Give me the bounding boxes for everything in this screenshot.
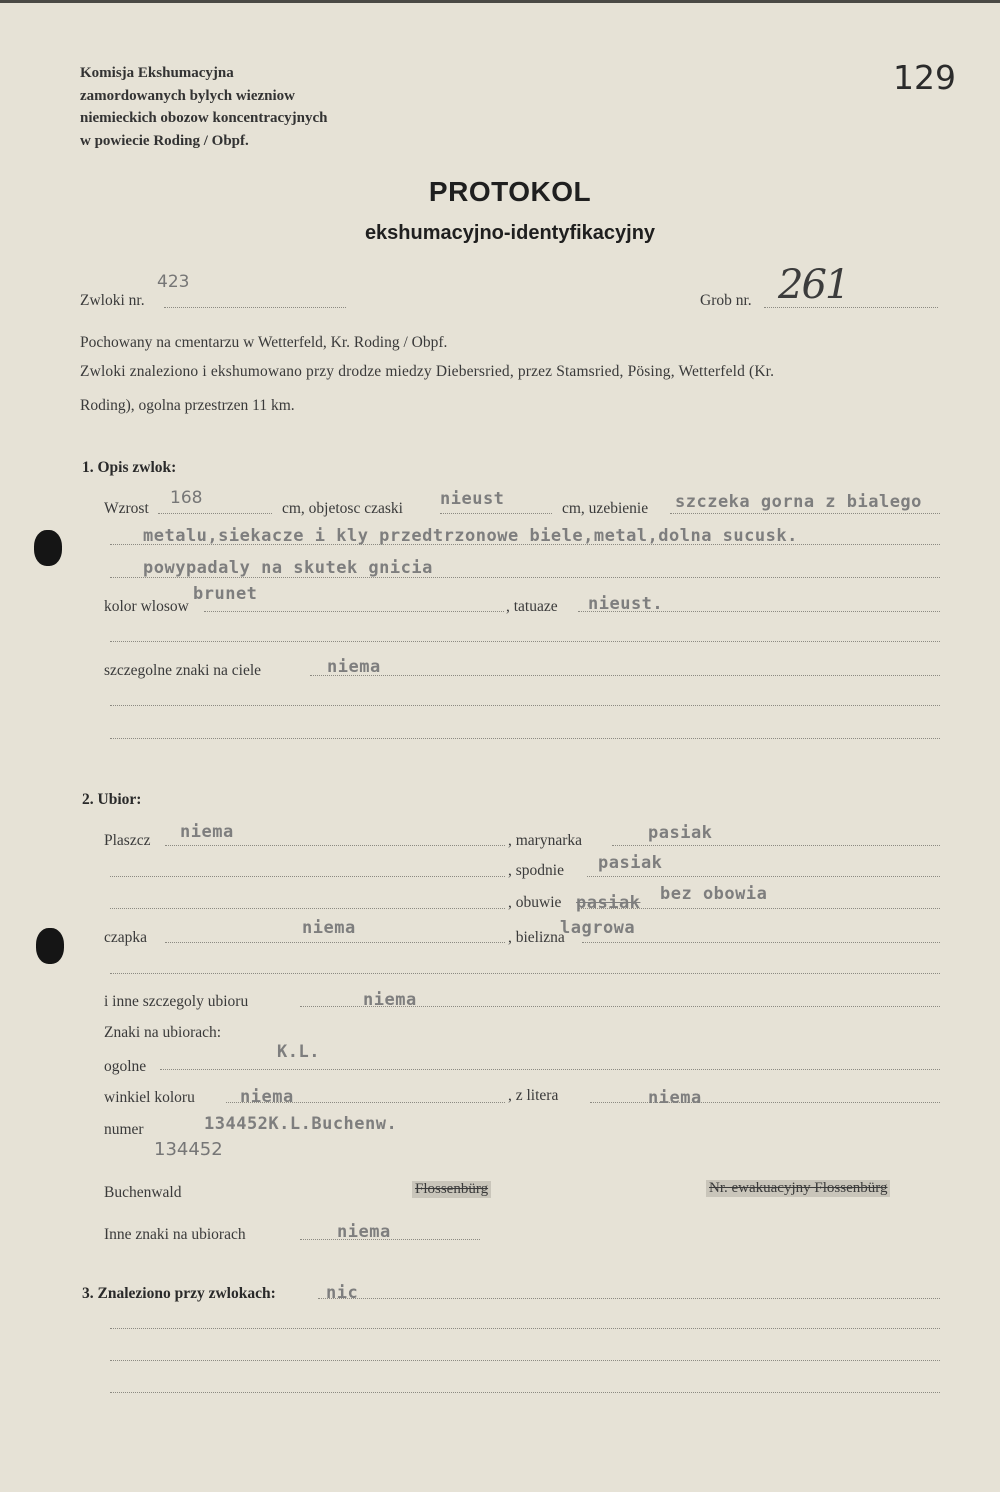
document-title: PROTOKOL	[428, 176, 592, 207]
section-3-heading: 3. Znaleziono przy zwlokach:	[82, 1285, 276, 1302]
numer-value: 134452K.L.Buchenw.	[204, 1114, 398, 1134]
kolor-wlosow-label: kolor wlosow	[104, 598, 189, 615]
uzebienie-value-2: metalu,siekacze i kly przedtrzonowe biele,metal,dolna sucusk.	[143, 526, 798, 546]
bielizna-label: , bielizna	[508, 929, 565, 946]
tatuaze-label: , tatuaze	[506, 598, 558, 615]
szczegolne-znaki-value: niema	[327, 657, 381, 677]
obuwie-label: , obuwie	[508, 894, 562, 911]
inne-znaki-value: niema	[337, 1222, 391, 1242]
cm-objetosc-label: cm, objetosc czaski	[282, 500, 403, 517]
winkiel-value: niema	[240, 1087, 294, 1107]
spodnie-value: pasiak	[598, 853, 663, 873]
header-line-4: w powiecie Roding / Obpf.	[80, 132, 249, 149]
intro-line-3: Roding), ogolna przestrzen 11 km.	[80, 397, 295, 414]
scan-edge	[0, 0, 1000, 3]
numer-label: numer	[104, 1121, 144, 1138]
numer-value-2: 134452	[154, 1139, 223, 1160]
zwloki-value: 423	[157, 272, 190, 292]
page-number: 129	[893, 58, 956, 97]
blank-line	[110, 1360, 940, 1361]
wzrost-value: 168	[170, 488, 203, 508]
flossenburg-label: Flossenbürg	[412, 1181, 491, 1198]
blank-line	[110, 641, 940, 642]
kolor-wlosow-value: brunet	[193, 584, 258, 604]
marynarka-label: , marynarka	[508, 832, 583, 849]
bielizna-value: lagrowa	[560, 918, 636, 938]
plaszcz-line	[165, 845, 505, 846]
obuwie-value: pasiak	[576, 893, 641, 913]
punch-hole	[34, 530, 62, 566]
z-litera-line	[590, 1102, 940, 1103]
inne-szczegoly-label: i inne szczegoly ubioru	[104, 993, 249, 1010]
blank-line	[110, 738, 940, 739]
section-3-line	[318, 1298, 940, 1299]
punch-hole	[36, 928, 64, 964]
document-subtitle: ekshumacyjno-identyfikacyjny	[364, 222, 656, 244]
czapka-value: niema	[302, 918, 356, 938]
ogolne-label: ogolne	[104, 1058, 147, 1075]
obuwie-value-2: bez obowia	[660, 884, 768, 904]
tatuaze-value: nieust.	[588, 594, 664, 614]
czapka-label: czapka	[104, 929, 148, 946]
czaski-line	[440, 513, 552, 514]
cm-uzebienie-label: cm, uzebienie	[562, 500, 649, 517]
section-1-heading: 1. Opis zwlok:	[82, 459, 177, 476]
spodnie-line	[587, 876, 940, 877]
blank-line	[110, 973, 940, 974]
znaki-line	[310, 675, 940, 676]
uzebienie-value-3: powypadaly na skutek gnicia	[143, 558, 433, 578]
header-line-1: Komisja Ekshumacyjna	[80, 65, 234, 81]
blank-line	[110, 876, 505, 877]
buchenwald-label: Buchenwald	[104, 1184, 182, 1201]
blank-line	[110, 705, 940, 706]
inne-szczegoly-value: niema	[363, 990, 417, 1010]
blank-line	[110, 1392, 940, 1393]
marynarka-line	[612, 845, 940, 846]
section-3-value: nic	[326, 1283, 359, 1303]
header-line-3: niemieckich obozow koncentracyjnych	[80, 110, 328, 126]
plaszcz-value: niema	[180, 822, 234, 842]
plaszcz-label: Plaszcz	[104, 832, 151, 849]
szczegolne-znaki-label: szczegolne znaki na ciele	[104, 662, 262, 679]
spodnie-label: , spodnie	[508, 862, 564, 879]
header-line-2: zamordowanych bylych wiezniow	[80, 87, 295, 104]
intro-line-2: Zwloki znaleziono i ekshumowano przy drodze miedzy Diebersried, przez Stamsried, Pösing, Wetterfeld (Kr.	[80, 363, 775, 380]
z-litera-label: , z litera	[508, 1087, 559, 1104]
z-litera-value: niema	[648, 1088, 702, 1108]
uzebienie-line-1	[670, 513, 940, 514]
blank-line	[110, 1328, 940, 1329]
czapka-line	[165, 942, 505, 943]
grob-value: 261	[778, 262, 849, 308]
ogolne-line	[160, 1069, 940, 1070]
nr-ewakuacyjny-label: Nr. ewakuacyjny Flossenbürg	[706, 1180, 890, 1197]
commission-header	[80, 62, 327, 152]
blank-line	[110, 908, 505, 909]
ogolne-value: K.L.	[277, 1042, 320, 1062]
wzrost-line	[158, 513, 272, 514]
kolor-line	[204, 611, 504, 612]
marynarka-value: pasiak	[648, 823, 713, 843]
intro-line-1: Pochowany na cmentarzu w Wetterfeld, Kr. Roding / Obpf.	[80, 334, 448, 351]
czaski-value: nieust	[440, 489, 505, 509]
section-2-heading: 2. Ubior:	[82, 791, 142, 808]
zwloki-label: Zwloki nr.	[80, 292, 145, 309]
bielizna-line	[582, 942, 940, 943]
winkiel-label: winkiel koloru	[104, 1089, 195, 1106]
grob-label: Grob nr.	[700, 292, 752, 309]
uzebienie-value-1: szczeka gorna z bialego	[675, 492, 922, 512]
inne-znaki-label: Inne znaki na ubiorach	[104, 1226, 246, 1243]
zwloki-line	[164, 307, 346, 308]
znaki-na-ubiorach-label: Znaki na ubiorach:	[104, 1024, 222, 1041]
wzrost-label: Wzrost	[104, 500, 149, 517]
